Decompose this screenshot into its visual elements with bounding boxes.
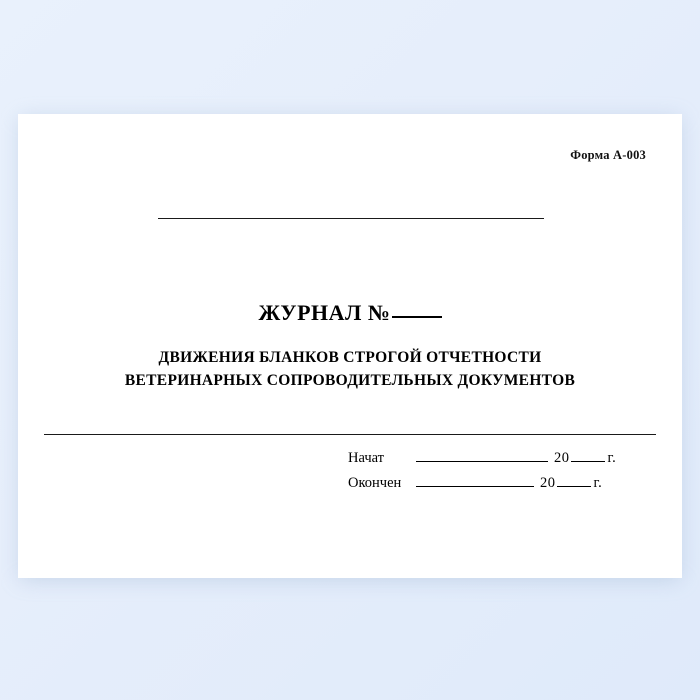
page-title	[18, 300, 682, 326]
document-page	[18, 114, 682, 578]
finished-label: Окончен	[348, 475, 402, 491]
separator-rule	[44, 434, 656, 435]
finished-year-blank	[557, 473, 591, 487]
finished-row	[348, 473, 616, 492]
date-fields	[348, 448, 616, 498]
document-subtitle	[18, 346, 682, 392]
journal-title-text: ЖУРНАЛ №	[258, 300, 391, 325]
started-row	[348, 448, 616, 467]
finished-date-blank	[416, 473, 534, 487]
subtitle-line-2: ВЕТЕРИНАРНЫХ СОПРОВОДИТЕЛЬНЫХ ДОКУМЕНТОВ	[124, 372, 576, 389]
started-label: Начат	[348, 450, 385, 466]
organization-name-rule	[158, 218, 544, 219]
journal-number-blank	[392, 316, 442, 318]
started-year-suffix: г.	[607, 450, 617, 466]
finished-year-suffix: г.	[593, 475, 603, 491]
subtitle-line-1: ДВИЖЕНИЯ БЛАНКОВ СТРОГОЙ ОТЧЕТНОСТИ	[158, 349, 542, 366]
started-date-blank	[416, 448, 548, 462]
form-code-label: Форма А-003	[570, 148, 646, 162]
started-year-prefix: 20	[554, 450, 570, 466]
started-year-blank	[571, 448, 605, 462]
finished-year-prefix: 20	[540, 475, 556, 491]
